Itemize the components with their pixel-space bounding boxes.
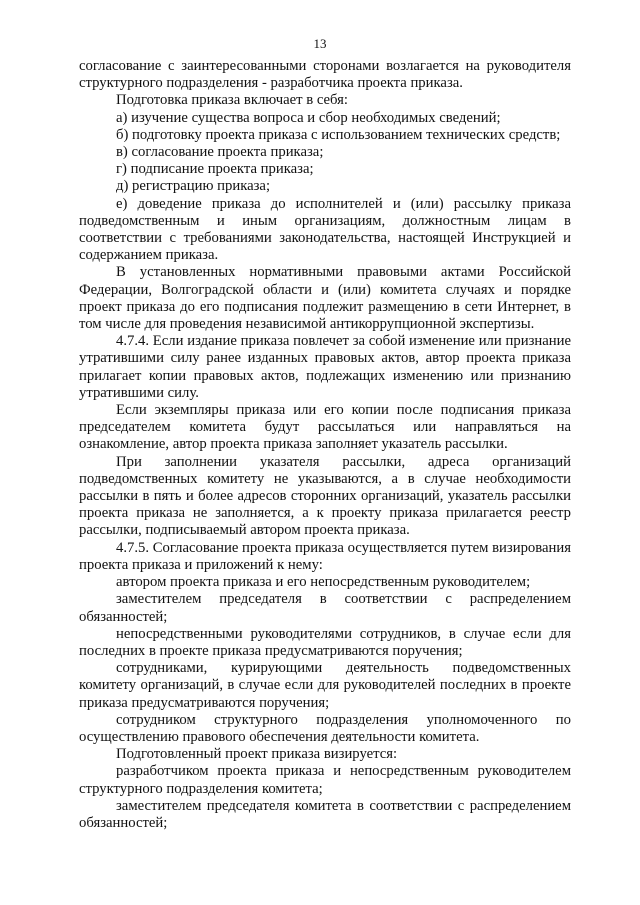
paragraph: заместителем председателя комитета в соответствии с распределением обязанностей; (79, 797, 571, 831)
paragraph: Подготовленный проект приказа визируется: (116, 746, 398, 763)
paragraph: 4.7.5. Согласование проекта приказа осуществляется путем визирования проекта приказа и приложений к нему: (79, 539, 571, 573)
paragraph: сотрудником структурного подразделения уполномоченного по осуществлению правового обеспечения деятельности комитета. (79, 711, 571, 745)
paragraph: сотрудниками, курирующими деятельность подведомственных комитету организаций, в случае если для руководителей последних в проекте приказа предусматриваются поручения; (79, 660, 571, 711)
paragraph: разработчиком проекта приказа и непосредственным руководителем структурного подразделения комитета; (79, 763, 571, 797)
paragraph: заместителем председателя в соответствии с распределением обязанностей; (79, 591, 571, 625)
paragraph: в) согласование проекта приказа; (116, 144, 324, 161)
paragraph: е) доведение приказа до исполнителей и (или) рассылку приказа подведомственным и иным организациям, должностным лицам в соответствии с требованиями законодательства, настоящей Инструкцией и содержанием приказа. (79, 195, 571, 264)
paragraph: непосредственными руководителями сотрудников, в случае если для последних в проекте приказа предусматриваются поручения; (79, 625, 571, 659)
paragraph: При заполнении указателя рассылки, адреса организаций подведомственных комитету не указываются, а в случае необходимости рассылки в пять и более адресов сторонних организаций, указатель рассылки проекта приказа не заполняется, а к проекту приказа прилагается реестр рассылки, подписываемый автором проекта приказа. (79, 453, 571, 539)
paragraph: Подготовка приказа включает в себя: (116, 92, 349, 109)
paragraph: д) регистрацию приказа; (116, 178, 271, 195)
paragraph: Если экземпляры приказа или его копии после подписания приказа председателем комитета будут рассылаться или направляться на ознакомление, автор проекта приказа заполняет указатель рассылки. (79, 402, 571, 453)
paragraph: а) изучение существа вопроса и сбор необходимых сведений; (116, 109, 501, 126)
paragraph: согласование с заинтересованными сторонами возлагается на руководителя структурного подразделения - разработчика проекта приказа. (79, 58, 571, 92)
document-body (79, 58, 571, 832)
page-number: 13 (313, 36, 327, 51)
paragraph: б) подготовку проекта приказа с использованием технических средств; (116, 126, 561, 143)
paragraph: В установленных нормативными правовыми актами Российской Федерации, Волгоградской области и (или) комитета случаях и порядке проект приказа до его подписания подлежит размещению в сети Интернет, в том числе для проведения независимой антикоррупционной экспертизы. (79, 264, 571, 333)
paragraph: 4.7.4. Если издание приказа повлечет за собой изменение или признание утратившими силу ранее изданных правовых актов, автор проекта приказа прилагает копии правовых актов, подлежащих изменению или признанию утратившими силу. (79, 333, 571, 401)
paragraph: г) подписание проекта приказа; (116, 161, 314, 178)
paragraph: автором проекта приказа и его непосредственным руководителем; (116, 574, 531, 591)
